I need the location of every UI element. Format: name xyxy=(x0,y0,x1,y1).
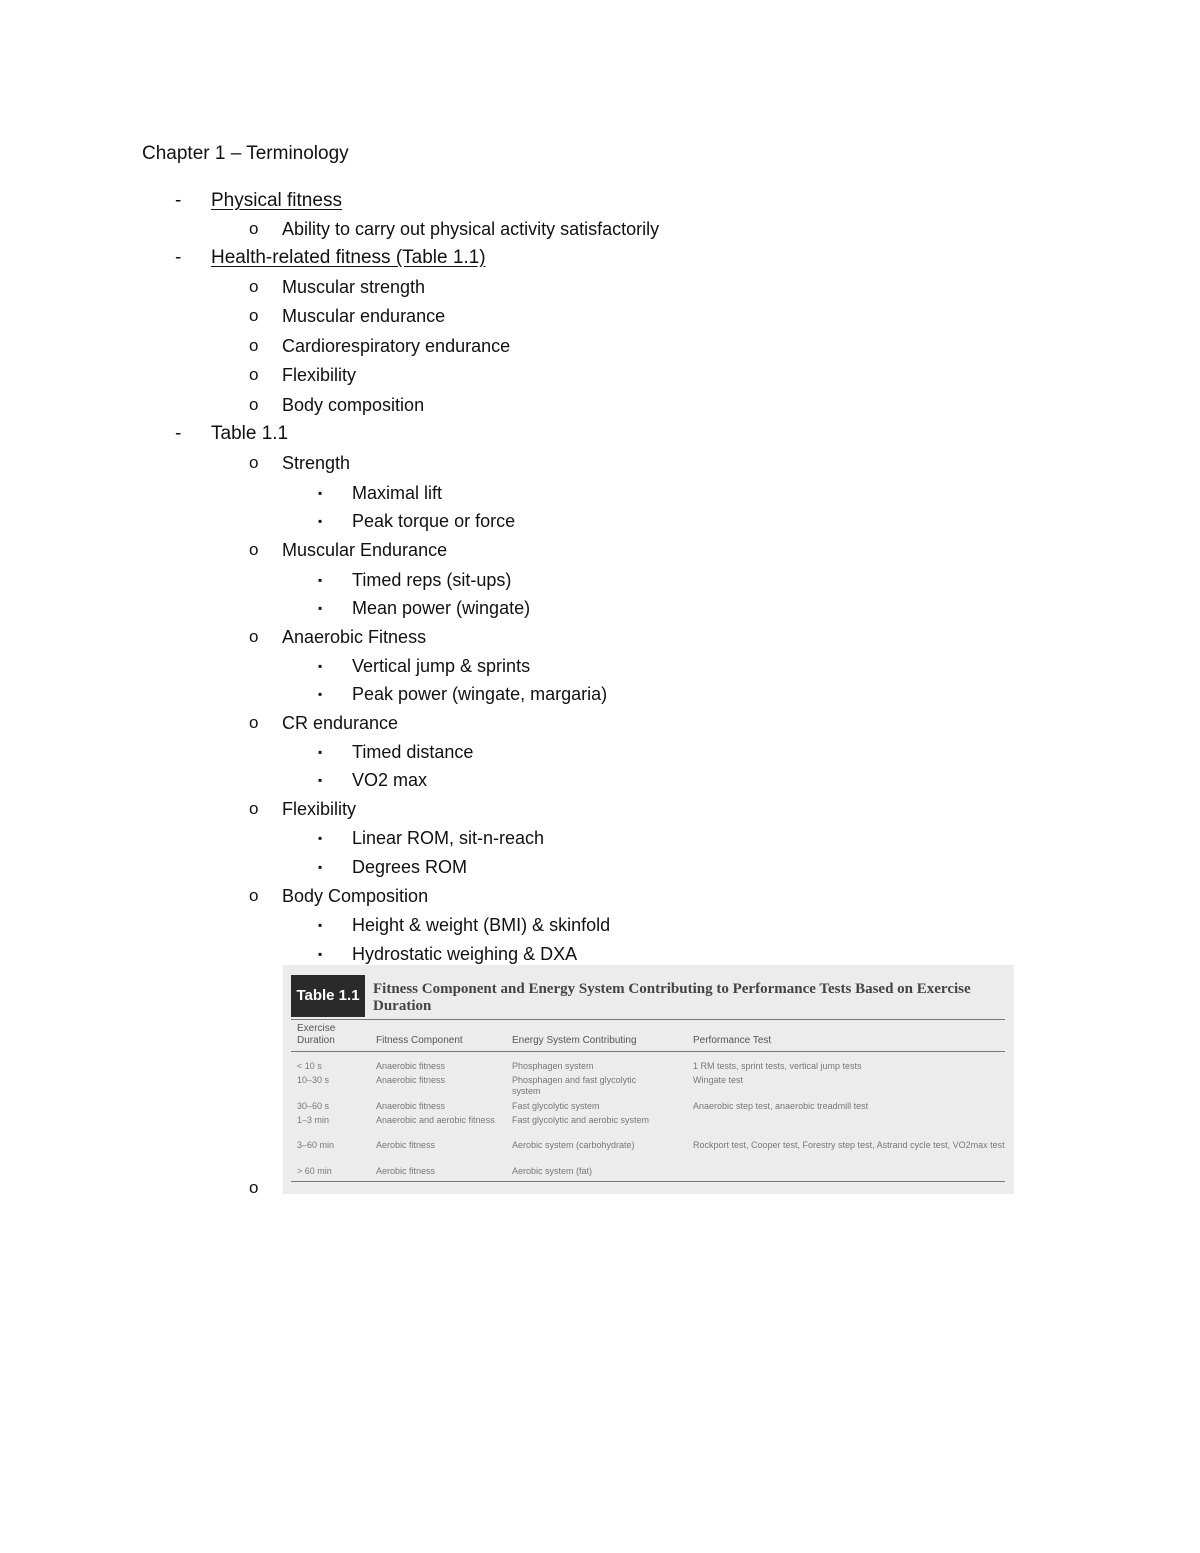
table-cell: Rockport test, Cooper test, Forestry step test, Astrand cycle test, VO2max test xyxy=(693,1140,1005,1150)
circle-marker: o xyxy=(249,453,259,472)
table-rule xyxy=(291,1181,1005,1182)
dash-marker: - xyxy=(175,247,182,268)
square-marker: ▪ xyxy=(318,687,323,701)
square-marker: ▪ xyxy=(318,573,323,587)
list-item: Timed distance xyxy=(352,742,474,762)
group-label: CR endurance xyxy=(282,713,399,733)
table-badge: Table 1.1 xyxy=(291,975,365,1017)
list-item: Height & weight (BMI) & skinfold xyxy=(352,915,611,935)
list-item: Peak power (wingate, margaria) xyxy=(352,684,608,704)
dash-marker: - xyxy=(175,190,182,211)
dash-marker: - xyxy=(175,423,182,444)
circle-marker: o xyxy=(249,336,259,355)
circle-marker: o xyxy=(249,540,259,559)
table-cell: 1–3 min xyxy=(297,1115,330,1125)
table-cell: Wingate test xyxy=(693,1075,744,1085)
list-item: Mean power (wingate) xyxy=(352,598,531,618)
circle-marker: o xyxy=(249,627,259,646)
table-1-1-image xyxy=(283,965,1014,1194)
list-item: Vertical jump & sprints xyxy=(352,656,531,676)
square-marker: ▪ xyxy=(318,947,323,961)
table-cell: Anaerobic step test, anaerobic treadmill test xyxy=(693,1101,869,1111)
list-item: Degrees ROM xyxy=(352,857,468,877)
section-health-related-fitness: Health-related fitness (Table 1.1) xyxy=(211,247,486,268)
list-item: Ability to carry out physical activity satisfactorily xyxy=(282,219,660,239)
circle-marker: o xyxy=(249,395,259,414)
table-cell: Anaerobic fitness xyxy=(376,1075,446,1085)
circle-marker: o xyxy=(249,713,259,732)
list-item: Timed reps (sit-ups) xyxy=(352,570,512,590)
circle-marker: o xyxy=(249,219,259,238)
list-item: Maximal lift xyxy=(352,483,443,503)
table-cell: 30–60 s xyxy=(297,1101,330,1111)
square-marker: ▪ xyxy=(318,514,323,528)
table-rule xyxy=(291,1051,1005,1052)
header-performance-test: Performance Test xyxy=(693,1035,772,1046)
header-exercise-duration: Exercise Duration xyxy=(297,1023,336,1046)
square-marker: ▪ xyxy=(318,860,323,874)
table-cell: Phosphagen system xyxy=(512,1061,594,1071)
group-label: Body Composition xyxy=(282,886,429,906)
group-label: Anaerobic Fitness xyxy=(282,627,427,647)
group-label: Strength xyxy=(282,453,351,473)
circle-marker: o xyxy=(249,306,259,325)
table-cell: Anaerobic fitness xyxy=(376,1101,446,1111)
group-label: Muscular Endurance xyxy=(282,540,448,560)
list-item: Muscular strength xyxy=(282,277,426,297)
table-rule xyxy=(291,1019,1005,1020)
circle-marker: o xyxy=(249,799,259,818)
page-title: Chapter 1 – Terminology xyxy=(142,143,349,164)
square-marker: ▪ xyxy=(318,773,323,787)
square-marker: ▪ xyxy=(318,486,323,500)
header-energy-system: Energy System Contributing xyxy=(512,1035,637,1046)
list-item: Flexibility xyxy=(282,365,357,385)
header-fitness-component: Fitness Component xyxy=(376,1035,463,1046)
list-item: Cardiorespiratory endurance xyxy=(282,336,511,356)
table-cell: Aerobic system (carbohydrate) xyxy=(512,1140,635,1150)
group-label: Flexibility xyxy=(282,799,357,819)
list-item: Peak torque or force xyxy=(352,511,516,531)
square-marker: ▪ xyxy=(318,831,323,845)
table-title: Fitness Component and Energy System Contributing to Performance Tests Based on Exercise Duration xyxy=(373,981,971,1014)
list-item: VO2 max xyxy=(352,770,428,790)
table-cell: > 60 min xyxy=(297,1166,332,1176)
table-cell: Aerobic fitness xyxy=(376,1140,436,1150)
section-table-1-1: Table 1.1 xyxy=(211,423,289,444)
table-cell: 10–30 s xyxy=(297,1075,330,1085)
circle-marker: o xyxy=(249,365,259,384)
list-item: Body composition xyxy=(282,395,425,415)
table-cell: Anaerobic and aerobic fitness xyxy=(376,1115,495,1125)
square-marker: ▪ xyxy=(318,918,323,932)
list-item: Hydrostatic weighing & DXA xyxy=(352,944,578,964)
circle-marker: o xyxy=(249,1178,259,1197)
circle-marker: o xyxy=(249,277,259,296)
table-cell: Phosphagen and fast glycolytic system xyxy=(512,1075,637,1096)
circle-marker: o xyxy=(249,886,259,905)
square-marker: ▪ xyxy=(318,745,323,759)
table-cell: < 10 s xyxy=(297,1061,322,1071)
list-item: Linear ROM, sit-n-reach xyxy=(352,828,545,848)
table-cell: Fast glycolytic system xyxy=(512,1101,600,1111)
list-item: Muscular endurance xyxy=(282,306,446,326)
table-cell: 1 RM tests, sprint tests, vertical jump tests xyxy=(693,1061,862,1071)
table-cell: Aerobic fitness xyxy=(376,1166,436,1176)
table-cell: 3–60 min xyxy=(297,1140,335,1150)
table-cell: Aerobic system (fat) xyxy=(512,1166,593,1176)
square-marker: ▪ xyxy=(318,659,323,673)
table-cell: Fast glycolytic and aerobic system xyxy=(512,1115,650,1125)
section-physical-fitness: Physical fitness xyxy=(211,190,342,211)
square-marker: ▪ xyxy=(318,601,323,615)
table-cell: Anaerobic fitness xyxy=(376,1061,446,1071)
